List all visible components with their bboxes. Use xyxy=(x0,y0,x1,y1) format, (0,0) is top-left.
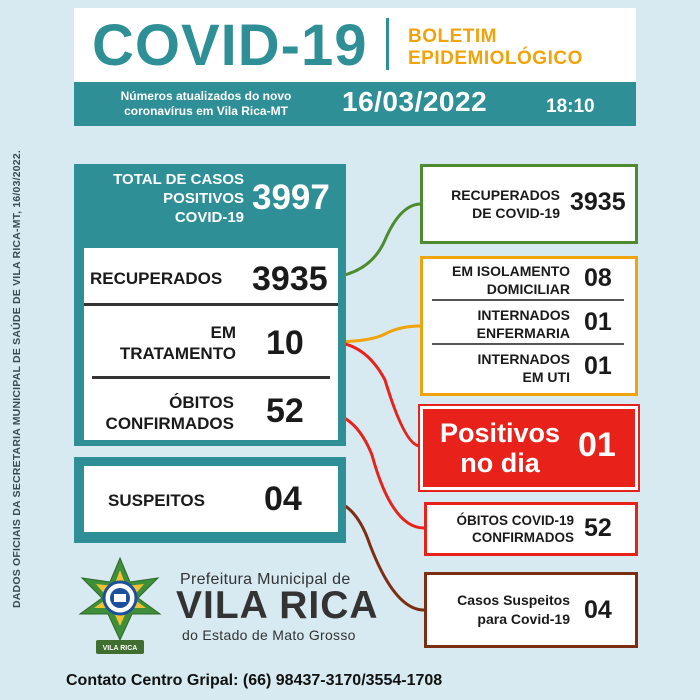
bar-text-line1: Números atualizados do novo xyxy=(120,89,292,103)
enfermaria-line1: INTERNADOS xyxy=(477,307,570,323)
rec-box-label xyxy=(430,186,560,222)
isolamento-value: 08 xyxy=(584,264,612,292)
crest-text: VILA RICA xyxy=(102,645,138,652)
obitos-value: 52 xyxy=(266,392,304,430)
tratamento-label xyxy=(94,322,236,364)
isolamento-label xyxy=(430,262,570,298)
casos-suspeitos-value: 04 xyxy=(584,596,612,624)
bar-text-line2: coronavírus em Vila Rica-MT xyxy=(124,104,288,118)
positivos-value: 01 xyxy=(578,426,616,464)
bulletin-time: 18:10 xyxy=(546,96,595,117)
total-label-line3: COVID-19 xyxy=(174,209,244,226)
separator-1 xyxy=(84,303,338,306)
uti-line2: EM UTI xyxy=(522,369,570,385)
side-official-note: DADOS OFICIAIS DA SECRETARIA MUNICIPAL DE SAÚDE DE VILA RICA-MT, 16/03/2022. xyxy=(11,150,23,609)
casos-suspeitos-line1: Casos Suspeitos xyxy=(457,592,570,608)
page-title: COVID-19 xyxy=(92,13,368,78)
isolamento-line1: EM ISOLAMENTO xyxy=(452,263,570,279)
total-value: 3997 xyxy=(252,178,330,217)
suspeitos-label: SUSPEITOS xyxy=(108,491,205,510)
obitos-box-label xyxy=(430,512,574,546)
total-label-line1: TOTAL DE CASOS xyxy=(113,171,244,188)
prefeitura-label: Prefeitura Municipal de xyxy=(180,571,351,588)
iso-separator-1 xyxy=(432,299,624,301)
obitos-label xyxy=(94,392,234,434)
bulletin-date: 16/03/2022 xyxy=(342,86,488,117)
positivos-line1: Positivos xyxy=(439,418,561,448)
enfermaria-value: 01 xyxy=(584,308,612,336)
rec-line1: RECUPERADOS xyxy=(451,187,560,203)
subtitle-line1: BOLETIM xyxy=(408,26,497,47)
rec-box-value: 3935 xyxy=(570,188,626,216)
obitos-line2: CONFIRMADOS xyxy=(105,414,234,433)
obitos-box-line2: CONFIRMADOS xyxy=(472,530,574,545)
city-name: VILA RICA xyxy=(176,584,379,627)
enfermaria-label xyxy=(430,306,570,342)
positivos-label xyxy=(432,418,568,478)
rec-line2: DE COVID-19 xyxy=(472,205,560,221)
separator-2 xyxy=(92,376,330,379)
recuperados-value: 3935 xyxy=(252,260,328,298)
casos-suspeitos-label xyxy=(430,591,570,629)
isolamento-line2: DOMICILIAR xyxy=(486,281,570,297)
uti-label xyxy=(430,350,570,386)
uti-line1: INTERNADOS xyxy=(477,351,570,367)
state-label: do Estado de Mato Grosso xyxy=(182,627,356,643)
total-label xyxy=(84,170,244,227)
tratamento-value: 10 xyxy=(266,324,304,362)
obitos-line1: ÓBITOS xyxy=(169,393,234,412)
enfermaria-line2: ENFERMARIA xyxy=(476,325,570,341)
contact-info: Contato Centro Gripal: (66) 98437-3170/3554-1708 xyxy=(66,672,443,689)
tratamento-line2: TRATAMENTO xyxy=(119,344,236,363)
tratamento-line1: EM xyxy=(210,323,236,342)
total-label-line2: POSITIVOS xyxy=(163,190,244,207)
recuperados-label: RECUPERADOS xyxy=(90,269,223,288)
iso-separator-2 xyxy=(432,343,624,345)
obitos-box-value: 52 xyxy=(584,514,612,542)
suspeitos-value: 04 xyxy=(264,480,302,518)
municipal-crest-icon xyxy=(74,556,166,664)
uti-value: 01 xyxy=(584,352,612,380)
positivos-line2: no dia xyxy=(460,448,540,478)
casos-suspeitos-line2: para Covid-19 xyxy=(477,611,570,627)
subtitle-line2: EPIDEMIOLÓGICO xyxy=(408,48,583,69)
obitos-box-line1: ÓBITOS COVID-19 xyxy=(456,513,574,528)
